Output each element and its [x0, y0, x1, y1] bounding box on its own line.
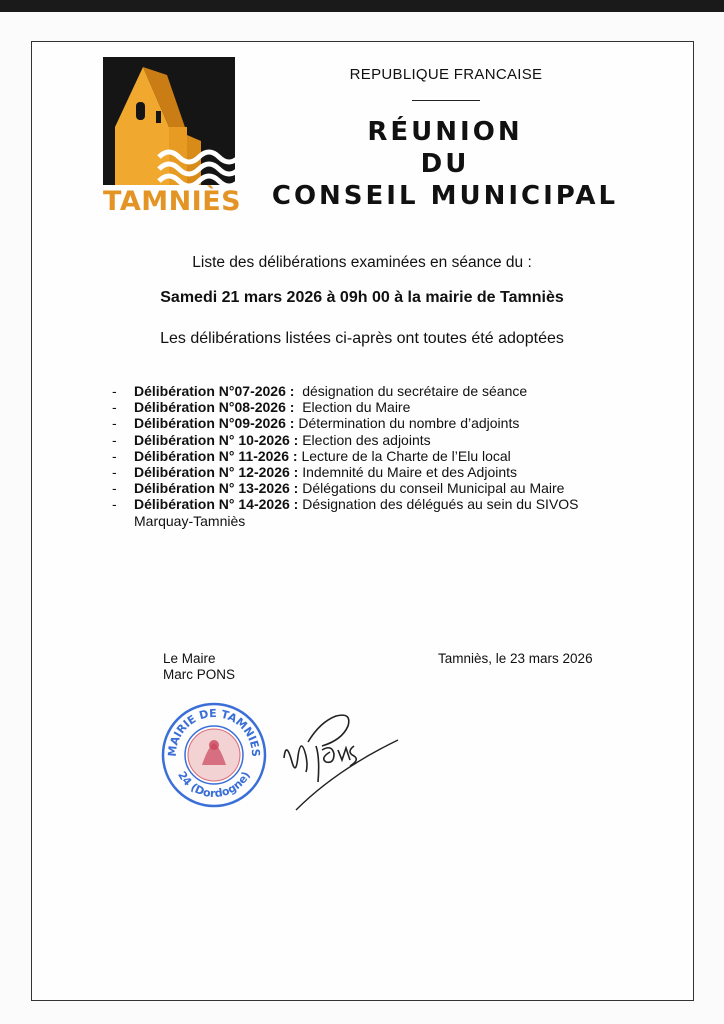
deliberation-item: - Délibération N°08-2026 : Election du Maire	[112, 399, 411, 416]
deliberation-number: Délibération N°07-2026 :	[134, 383, 295, 399]
adopted-note: Les délibérations listées ci-après ont toutes été adoptées	[160, 330, 564, 347]
document-title	[250, 116, 640, 212]
logo-wordmark: TAMNIÈS	[103, 186, 242, 217]
title-line: CONSEIL MUNICIPAL	[271, 181, 619, 211]
mayor-signature	[278, 706, 400, 816]
deliberation-subject: Délégations du conseil Municipal au Maire	[298, 480, 565, 497]
deliberation-subject: Indemnité du Maire et des Adjoints	[298, 464, 518, 481]
svg-text:24 (Dordogne): 24 (Dordogne)	[175, 769, 253, 801]
deliberation-number: Délibération N° 11-2026 :	[134, 447, 298, 464]
mayor-block	[163, 651, 235, 683]
mayor-role: Le Maire	[163, 651, 216, 666]
deliberation-item: - Délibération N° 14-2026 : Désignation des délégués au sein du SIVOS Marquay-Tamniès	[112, 496, 583, 529]
deliberation-number: Délibération N°08-2026 :	[134, 399, 295, 416]
deliberation-subject: Election du Maire	[294, 399, 411, 416]
deliberation-number: Délibération N°09-2026 :	[134, 415, 295, 432]
deliberation-subject: désignation du secrétaire de séance	[294, 383, 528, 399]
deliberation-item: - Délibération N° 10-2026 : Election des adjoints	[112, 431, 431, 448]
place-and-date: Tamniès, le 23 mars 2026	[438, 651, 593, 666]
deliberation-item: - Délibération N° 13-2026 : Délégations du conseil Municipal au Maire	[112, 480, 565, 497]
deliberation-item: - Délibération N°09-2026 : Détermination du nombre d’adjoints	[112, 415, 520, 432]
deliberation-number: Délibération N° 12-2026 :	[134, 464, 299, 481]
deliberation-item: - Délibération N° 11-2026 : Lecture de la Charte de l’Elu local	[112, 447, 511, 464]
deliberation-subject: Désignation des délégués au sein du SIVOS Marquay-Tamniès	[134, 496, 583, 529]
svg-text:MAIRIE DE TAMNIES: MAIRIE DE TAMNIES	[165, 706, 263, 758]
deliberation-number: Délibération N° 13-2026 :	[134, 480, 299, 497]
scan-top-edge	[0, 0, 724, 12]
deliberation-subject: Lecture de la Charte de l’Elu local	[297, 447, 511, 464]
deliberation-number: Délibération N° 14-2026 :	[134, 496, 299, 513]
deliberation-subject: Election des adjoints	[298, 431, 431, 448]
deliberation-item: - Délibération N° 12-2026 : Indemnité du Maire et des Adjoints	[112, 464, 518, 481]
deliberation-item: - Délibération N°07-2026 : désignation du secrétaire de séance	[112, 383, 528, 399]
title-line: RÉUNION	[367, 117, 523, 147]
intro-text: Liste des délibérations examinées en séance du :	[192, 254, 532, 271]
mayor-name: Marc PONS	[163, 667, 236, 682]
session-date: Samedi 21 mars 2026 à 09h 00 à la mairie de Tamniès	[160, 289, 564, 306]
town-hall-stamp	[160, 701, 268, 809]
title-line: DU	[420, 149, 470, 179]
deliberation-subject: Détermination du nombre d’adjoints	[294, 415, 520, 432]
deliberation-number: Délibération N° 10-2026 :	[134, 431, 299, 448]
heading-divider	[412, 100, 480, 101]
country-heading: REPUBLIQUE FRANCAISE	[349, 66, 543, 83]
deliberation-list	[112, 383, 582, 529]
